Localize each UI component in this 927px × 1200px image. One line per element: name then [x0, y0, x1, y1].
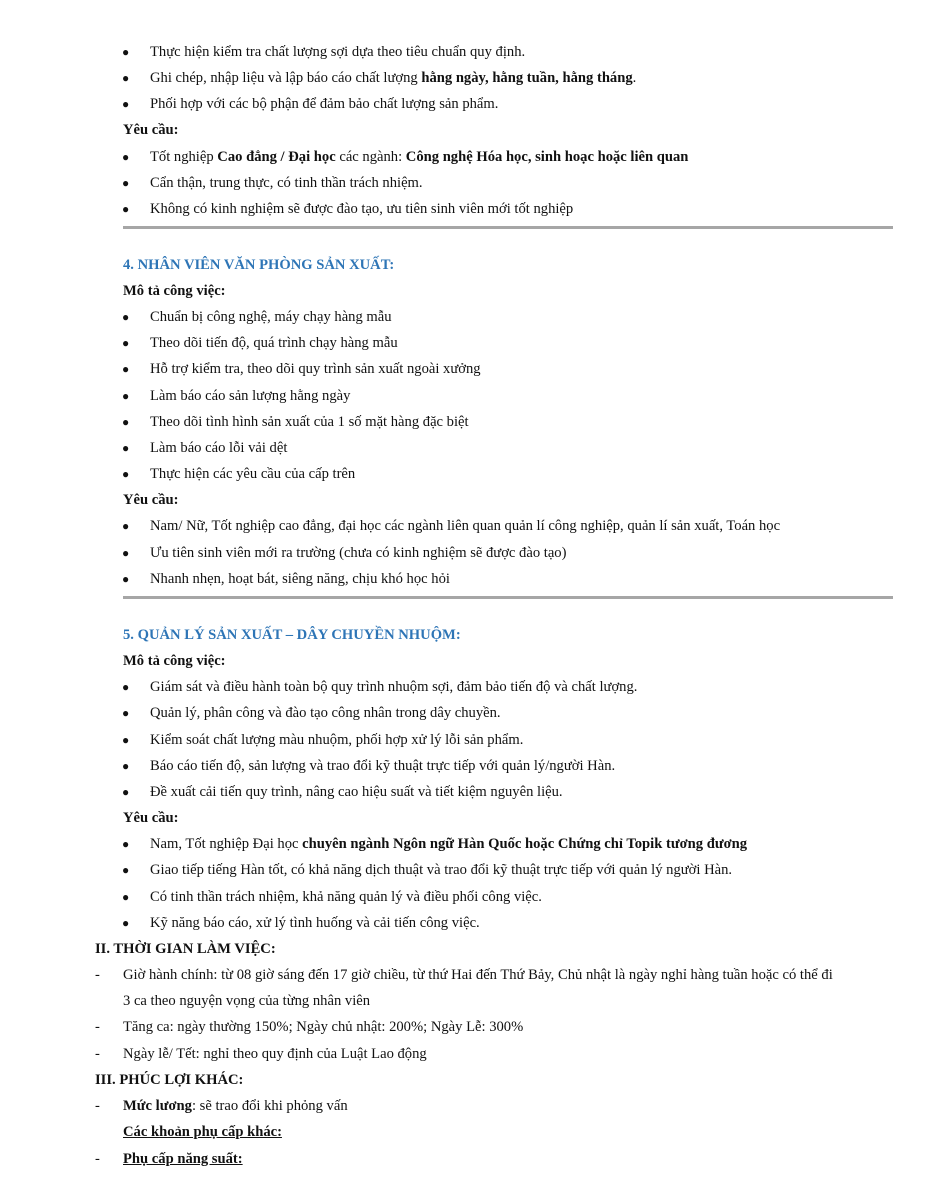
bullet-icon: ● [122, 97, 130, 111]
list-item: Theo dõi tình hình sản xuất của 1 số mặt hàng đặc biệt [150, 414, 469, 430]
list-item: Nam/ Nữ, Tốt nghiệp cao đẳng, đại học các ngành liên quan quản lí công nghiệp, quản lí sản xuất, Toán học [150, 518, 781, 534]
section-divider [123, 226, 893, 229]
bullet-icon: ● [122, 336, 130, 350]
list-item: Cẩn thận, trung thực, có tinh thần trách nhiệm. [150, 175, 423, 191]
list-item: Tốt nghiệp Cao đẳng / Đại học các ngành: Công nghệ Hóa học, sinh hoạc hoặc liên quan [150, 149, 689, 165]
list-item: Kiểm soát chất lượng màu nhuộm, phối hợp xử lý lỗi sản phẩm. [150, 732, 524, 748]
list-item: Ghi chép, nhập liệu và lập báo cáo chất lượng hằng ngày, hằng tuần, hằng tháng. [150, 70, 637, 86]
allowances-label: Các khoản phụ cấp khác: [123, 1124, 282, 1140]
list-item: Nam, Tốt nghiệp Đại học chuyên ngành Ngôn ngữ Hàn Quốc hoặc Chứng chỉ Topik tương đương [150, 836, 748, 852]
dash-icon: - [95, 1098, 100, 1114]
bullet-icon: ● [122, 71, 130, 85]
dash-icon: - [95, 1046, 100, 1062]
bullet-icon: ● [122, 362, 130, 376]
bullet-icon: ● [122, 45, 130, 59]
requirements-label: Yêu cầu: [123, 810, 179, 826]
dash-icon: - [95, 967, 100, 983]
bullet-icon: ● [122, 310, 130, 324]
list-item: Giao tiếp tiếng Hàn tốt, có khả năng dịch thuật và trao đổi kỹ thuật trực tiếp với quản lý người Hàn. [150, 862, 733, 878]
list-item: Chuẩn bị công nghệ, máy chạy hàng mẫu [150, 309, 392, 325]
list-item: Làm báo cáo sản lượng hằng ngày [150, 388, 351, 404]
job-description-label: Mô tả công việc: [123, 653, 226, 669]
list-item: Giờ hành chính: từ 08 giờ sáng đến 17 giờ chiều, từ thứ Hai đến Thứ Bảy, Chủ nhật là ngày nghỉ hàng tuần hoặc có thể đi [123, 967, 833, 983]
section-heading: 4. NHÂN VIÊN VĂN PHÒNG SẢN XUẤT: [123, 257, 395, 273]
bullet-icon: ● [122, 202, 130, 216]
bullet-icon: ● [122, 759, 130, 773]
bullet-icon: ● [122, 572, 130, 586]
list-item: Theo dõi tiến độ, quá trình chạy hàng mẫu [150, 335, 398, 351]
list-item: Mức lương: sẽ trao đổi khi phỏng vấn [123, 1098, 348, 1114]
list-item: Kỹ năng báo cáo, xử lý tình huống và cải tiến công việc. [150, 915, 480, 931]
list-item: Hỗ trợ kiểm tra, theo dõi quy trình sản xuất ngoài xưởng [150, 361, 481, 377]
list-item: Làm báo cáo lỗi vải dệt [150, 440, 288, 456]
list-item: Báo cáo tiến độ, sản lượng và trao đổi kỹ thuật trực tiếp với quản lý/người Hàn. [150, 758, 616, 774]
bullet-icon: ● [122, 467, 130, 481]
dash-icon: - [95, 1151, 100, 1167]
list-item: Thực hiện các yêu cầu của cấp trên [150, 466, 356, 482]
bullet-icon: ● [122, 415, 130, 429]
section-heading: 5. QUẢN LÝ SẢN XUẤT – DÂY CHUYỀN NHUỘM: [123, 627, 461, 643]
bullet-icon: ● [122, 441, 130, 455]
list-item: Quản lý, phân công và đào tạo công nhân trong dây chuyền. [150, 705, 501, 721]
bullet-icon: ● [122, 680, 130, 694]
bullet-icon: ● [122, 546, 130, 560]
list-item: Có tinh thần trách nhiệm, khả năng quản lý và điều phối công việc. [150, 889, 542, 905]
dash-icon: - [95, 1019, 100, 1035]
list-item: Ngày lễ/ Tết: nghỉ theo quy định của Luật Lao động [123, 1046, 427, 1062]
productivity-allowance-label: Phụ cấp năng suất: [123, 1151, 243, 1167]
list-item: Ưu tiên sinh viên mới ra trường (chưa có kinh nghiệm sẽ được đào tạo) [150, 545, 567, 561]
requirements-label: Yêu cầu: [123, 122, 179, 138]
job-description-label: Mô tả công việc: [123, 283, 226, 299]
bullet-icon: ● [122, 785, 130, 799]
section-divider [123, 596, 893, 599]
part-heading: II. THỜI GIAN LÀM VIỆC: [95, 941, 276, 957]
list-item: Phối hợp với các bộ phận để đảm bảo chất lượng sản phẩm. [150, 96, 499, 112]
part-heading: III. PHÚC LỢI KHÁC: [95, 1072, 244, 1088]
bullet-icon: ● [122, 863, 130, 877]
list-item: Đề xuất cải tiến quy trình, nâng cao hiệu suất và tiết kiệm nguyên liệu. [150, 784, 563, 800]
bullet-icon: ● [122, 890, 130, 904]
bullet-icon: ● [122, 733, 130, 747]
list-item: Nhanh nhẹn, hoạt bát, siêng năng, chịu khó học hỏi [150, 571, 450, 587]
list-item: Không có kinh nghiệm sẽ được đào tạo, ưu tiên sinh viên mới tốt nghiệp [150, 201, 574, 217]
list-item: Tăng ca: ngày thường 150%; Ngày chủ nhật: 200%; Ngày Lễ: 300% [123, 1019, 524, 1035]
bullet-icon: ● [122, 706, 130, 720]
bullet-icon: ● [122, 519, 130, 533]
list-item-continuation: 3 ca theo nguyện vọng của từng nhân viên [123, 993, 371, 1009]
bullet-icon: ● [122, 916, 130, 930]
bullet-icon: ● [122, 176, 130, 190]
bullet-icon: ● [122, 389, 130, 403]
list-item: Thực hiện kiểm tra chất lượng sợi dựa theo tiêu chuẩn quy định. [150, 44, 526, 60]
list-item: Giám sát và điều hành toàn bộ quy trình nhuộm sợi, đảm bảo tiến độ và chất lượng. [150, 679, 638, 695]
bullet-icon: ● [122, 837, 130, 851]
bullet-icon: ● [122, 150, 130, 164]
requirements-label: Yêu cầu: [123, 492, 179, 508]
